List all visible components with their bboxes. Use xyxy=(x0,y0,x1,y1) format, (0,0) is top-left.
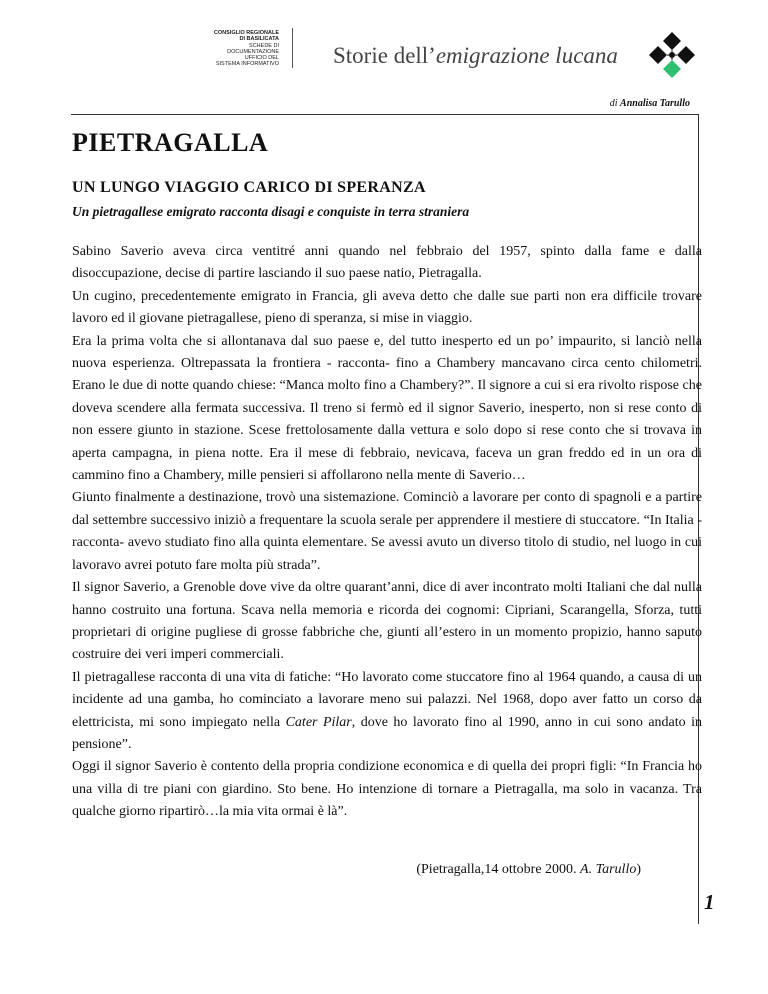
article-subheadline: Un pietragallese emigrato racconta disagi e conquiste in terra straniera xyxy=(72,204,470,219)
diamond-quad-logo-icon xyxy=(647,30,697,80)
paragraph: Giunto finalmente a destinazione, trovò una sistemazione. Cominciò a lavorare per conto di spagnoli e a partire dal settembre successivo iniziò a frequentare la scuola serale per apprendere il mestiere di stuccatore. “In Italia - racconta- avevo studiato fino alla quinta elementare. Se avessi avuto un diverso titolo di studio, nel luogo in cui lavoravo avrei potuto fare molta più strada”. xyxy=(72,490,702,573)
byline-prefix: di xyxy=(609,98,618,109)
org-line: DI BASILICATA xyxy=(239,36,279,43)
header-rule xyxy=(71,114,699,115)
series-title-italic: emigrazione lucana xyxy=(435,43,618,68)
signoff-close: ) xyxy=(636,862,641,877)
signoff-author: A. Tarullo xyxy=(580,862,637,877)
org-line: DOCUMENTAZIONE xyxy=(227,48,279,55)
header-divider xyxy=(292,28,293,68)
paragraph: Oggi il signor Saverio è contento della propria condizione economica e di quella dei propri figli: “In Francia ho una villa di tre piani con giardino. Sto bene. Ho intenzione di tornare a Pietragalla, ma solo in vacanza. Tra qualche giorno ripartirò…la mia vita ormai è là”. xyxy=(72,759,702,820)
paragraph: Il signor Saverio, a Grenoble dove vive da oltre quarant’anni, dice di aver incontrato molti Italiani che dal nulla hanno costruito una fortuna. Scava nella memoria e ricorda dei cognomi: Cipriani, Scarangella, Sforza, tutti proprietari di origine pugliese di grosse fabbriche che, giunti all’estero in un momento propizio, hanno saputo costruire dei veri imperi commerciali. xyxy=(72,580,702,663)
paragraph: Era la prima volta che si allontanava dal suo paese e, del tutto inesperto ed un po’ impaurito, si lanciò nella nuova esperienza. Oltrepassata la frontiera - racconta- fino a Chambery mancavano circa cento chilometri. Erano le due di notte quando chiese: “Manca molto fino a Chambery?”. Il signore a cui si era rivolto rispose che doveva scendere alla fermata successiva. Il treno si fermò ed il signor Saverio, inesperto, non si rese conto di non essere giunto in stazione. Scese frettolosamente dalla vettura e solo dopo si rese conto che si trovava in aperta campagna, in piena notte. Era il mese di febbraio, nevicava, faceva un gran freddo ed in un ora di cammino fino a Chambery, mille pensieri si affollarono nella mente di Saverio… xyxy=(72,333,702,484)
org-line: UFFICIO DEL xyxy=(244,55,279,62)
series-title xyxy=(333,43,618,69)
company-name: Cater Pilar xyxy=(285,714,352,730)
byline-author: Annalisa Tarullo xyxy=(620,98,690,109)
series-title-plain: Storie dell’ xyxy=(333,43,436,68)
organization-block xyxy=(205,30,279,68)
city-heading: PIETRAGALLA xyxy=(72,128,269,157)
paragraph: Sabino Saverio aveva circa ventitré anni quando nel febbraio del 1957, spinto dalla fame e dalla disoccupazione, decise di partire lasciando il suo paese natio, Pietragalla. xyxy=(72,244,702,282)
org-line: SCHEDE DI xyxy=(249,42,279,49)
org-line: CONSIGLIO REGIONALE xyxy=(213,30,279,36)
paragraph: Un cugino, precedentemente emigrato in Francia, gli aveva detto che dalle sue parti non era difficile trovare lavoro ed il giovane pietragallese, pieno di speranza, si mise in viaggio. xyxy=(72,288,702,327)
signoff xyxy=(416,862,641,878)
paragraph xyxy=(72,667,702,757)
article-body xyxy=(72,241,702,824)
page-number: 1 xyxy=(704,890,715,914)
byline xyxy=(610,98,690,109)
signoff-place-date: (Pietragalla,14 ottobre 2000. xyxy=(416,862,581,877)
org-line: SISTEMA INFORMATIVO xyxy=(215,61,279,68)
article-headline: UN LUNGO VIAGGIO CARICO DI SPERANZA xyxy=(72,179,426,196)
paragraph-part: , dove ho lavorato fino al 1990, anno in cui sono andato in pensione”. xyxy=(72,714,702,752)
paragraph-part: Il pietragallese racconta di una vita di fatiche: “Ho lavorato come stuccatore fino al 1964 quando, a causa di un incidente ad una gamba, ho cominciato a lavorare meno sui palazzi. Nel 1968, dopo aver fatto un corso da elettricista, mi sono impiegato nella xyxy=(72,669,702,730)
